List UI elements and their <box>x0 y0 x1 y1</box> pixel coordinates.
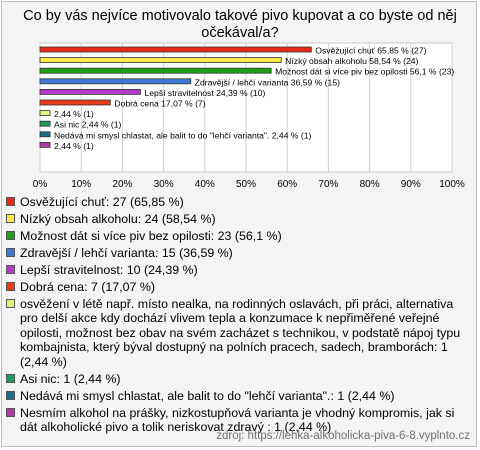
legend-swatch <box>6 299 15 308</box>
x-tick-label: 30% <box>153 179 174 190</box>
x-tick-label: 0% <box>32 179 48 190</box>
bar <box>40 58 281 63</box>
legend-item <box>6 195 474 209</box>
legend-label: Nízký obsah alkoholu: 24 (58,54 %) <box>20 212 216 226</box>
legend-item <box>6 263 474 277</box>
legend-label: Nedává mi smysl chlastat, ale balit to do "lehčí varianta".: 1 (2,44 %) <box>20 388 395 403</box>
bar <box>40 79 191 84</box>
x-tick-label: 70% <box>318 179 339 190</box>
chart-title: Co by vás nejvíce motivovalo takové pivo kupovat a co byste od něj očekával/a? <box>23 8 457 41</box>
bar <box>40 68 271 73</box>
legend-item <box>6 372 474 386</box>
bar <box>40 111 50 116</box>
bar-label: Asi nic 2,44 % (1) <box>54 119 122 130</box>
bar-label: Lepší stravitelnost 24,39 % (10) <box>144 87 266 98</box>
legend-item <box>6 246 474 260</box>
bar-chart <box>0 0 480 195</box>
x-tick-label: 10% <box>71 179 92 190</box>
bar-label: 2,44 % (1) <box>54 109 94 120</box>
legend-swatch <box>6 391 15 400</box>
legend-label: Asi nic: 1 (2,44 %) <box>20 371 121 386</box>
bar <box>40 121 50 126</box>
bar <box>40 100 110 105</box>
bar-label: Nedává mi smysl chlastat, ale balit to do "lehčí varianta". 2,44 % (1) <box>54 130 312 141</box>
x-tick-label: 40% <box>194 179 215 190</box>
legend-label: Osvěžující chuť: 27 (65,85 %) <box>20 195 184 209</box>
legend-label: Zdravější / lehčí varianta: 15 (36,59 %) <box>20 246 233 260</box>
bar-label: Zdravější / lehčí varianta 36,59 % (15) <box>194 77 340 88</box>
bar-label: Možnost dát si více piv bez opilosti 56,1 % (23) <box>275 66 455 77</box>
legend-label: Nesmím alkohol na prášky, nizkostupňová varianta je vhodný kompromis, jak si dát alkoholické pivo a tolik neriskovat zdravý : 1 (2,44 %) <box>20 405 455 435</box>
legend-swatch <box>6 214 15 223</box>
legend-item <box>6 389 474 403</box>
x-tick-label: 20% <box>112 179 133 190</box>
bar <box>40 47 311 52</box>
legend-swatch <box>6 265 15 274</box>
legend-swatch <box>6 248 15 257</box>
x-tick-label: 60% <box>277 179 298 190</box>
legend-swatch <box>6 408 15 417</box>
source-link[interactable]: zdroj: https://lehka-alkoholicka-piva-6-8.vyplnto.cz <box>216 430 470 442</box>
bar <box>40 142 50 147</box>
legend-swatch <box>6 231 15 240</box>
legend-item <box>6 297 474 369</box>
legend-item <box>6 229 474 243</box>
bar <box>40 132 50 137</box>
bar-label: Nízký obsah alkoholu 58,54 % (24) <box>285 56 419 67</box>
x-tick-label: 100% <box>439 179 465 190</box>
legend-swatch <box>6 282 15 291</box>
legend-item <box>6 212 474 226</box>
chart-legend <box>6 195 474 437</box>
bar <box>40 89 140 94</box>
legend-swatch <box>6 197 15 206</box>
legend-swatch <box>6 374 15 383</box>
legend-label: Dobrá cena: 7 (17,07 %) <box>20 280 155 294</box>
legend-item <box>6 280 474 294</box>
legend-label: Možnost dát si více piv bez opilosti: 23 (56,1 %) <box>20 229 282 243</box>
x-tick-label: 50% <box>235 179 257 190</box>
bar-label: Dobrá cena 17,07 % (7) <box>114 98 206 109</box>
x-tick-label: 90% <box>400 179 421 190</box>
legend-label: osvěžení v létě např. místo nealka, na rodinných oslavách, při práci, alternativa pro delší akce kdy dochází vlivem tepla a konzumace k nepřiměřené veřejné opilosti, možnost bez obav na svém zacházet s technikou, v podstatě nápoj typu kombajnista, který býval dostupný na polních pracech, sadech, bramborách: 1 (2,44 %) <box>20 297 461 369</box>
legend-label: Lepší stravitelnost: 10 (24,39 %) <box>20 263 198 277</box>
bar-label: 2,44 % (1) <box>54 140 94 151</box>
x-tick-label: 80% <box>359 179 380 190</box>
bar-label: Osvěžující chuť 65,85 % (27) <box>315 45 427 56</box>
